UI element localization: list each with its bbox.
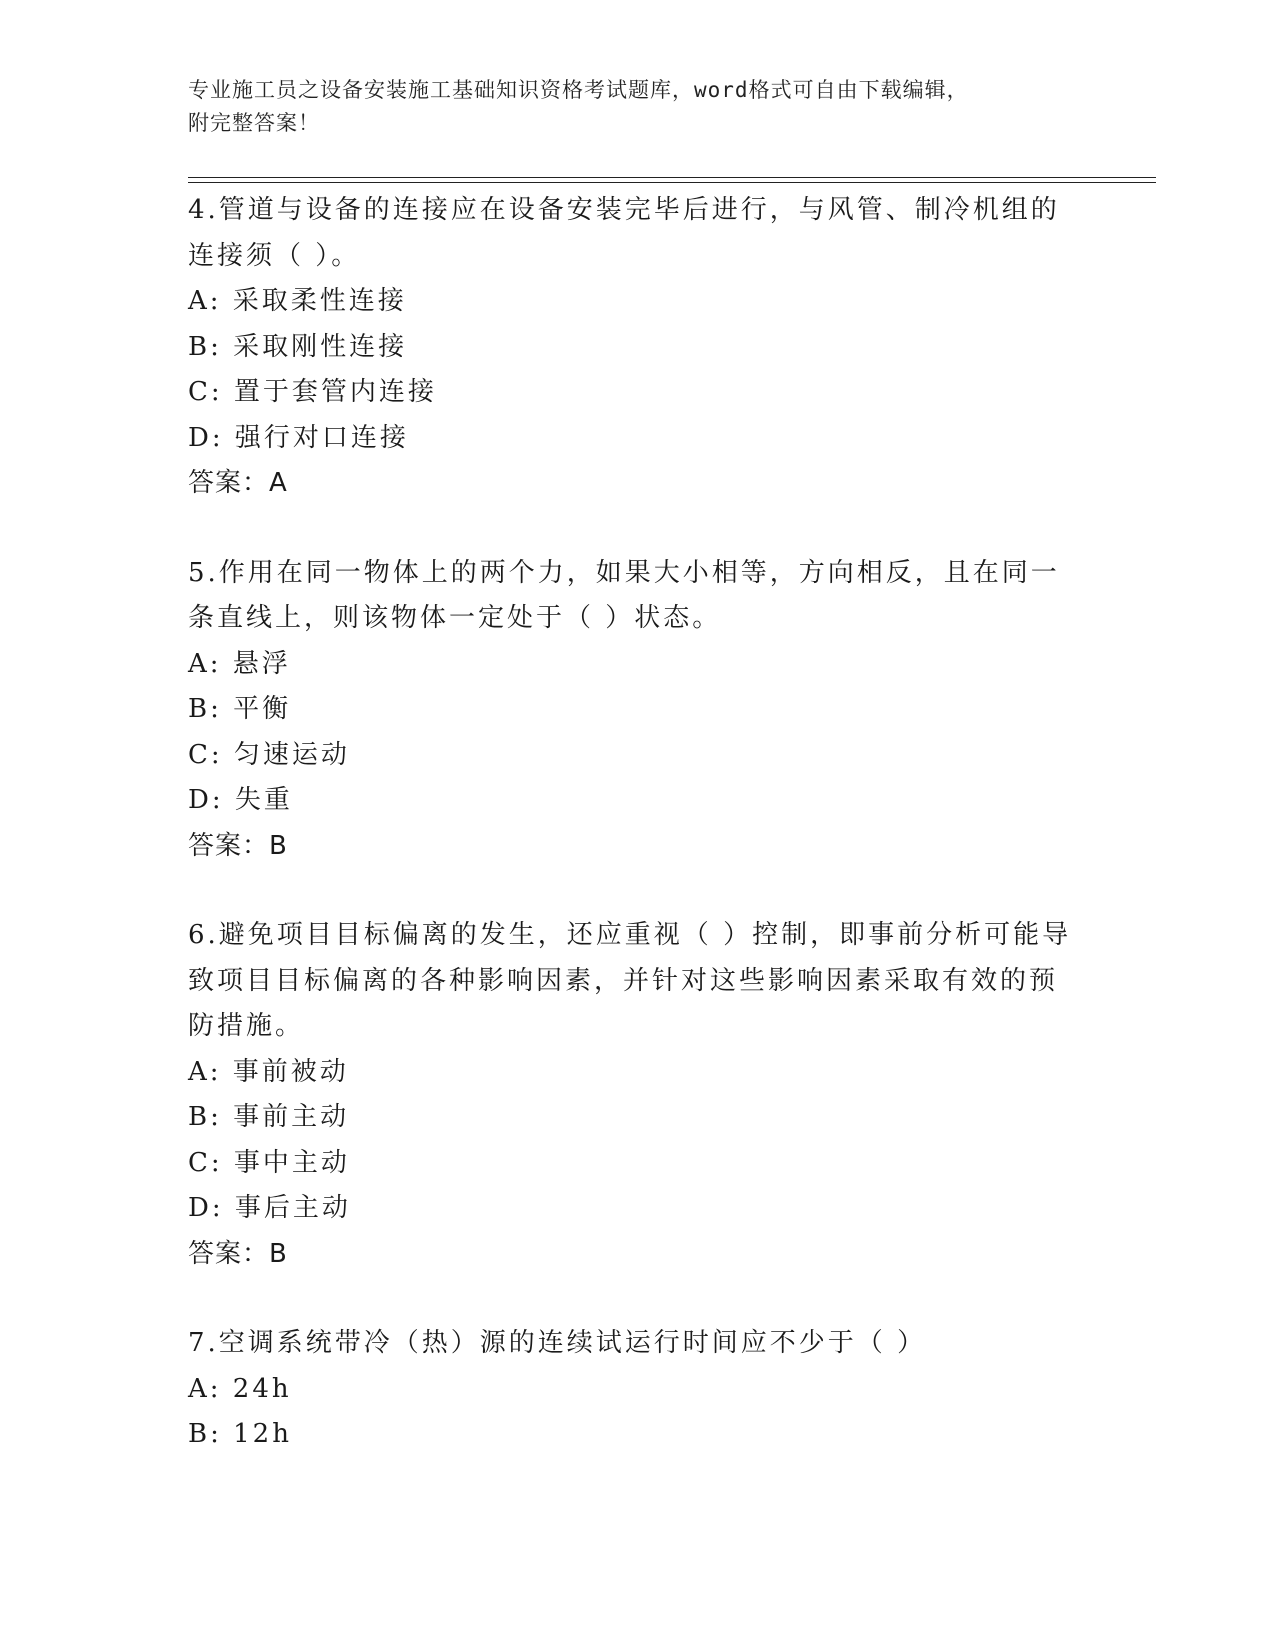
- question-text-line: 条直线上，则该物体一定处于（ ）状态。: [188, 603, 722, 633]
- answer: 答案：A: [188, 468, 288, 498]
- option-b: B: 12h: [188, 1419, 292, 1449]
- option-d: D: 失重: [188, 785, 293, 815]
- question-list: [188, 188, 1088, 1502]
- option-a: A: 事前被动: [188, 1056, 349, 1087]
- option-b: B: 事前主动: [188, 1102, 350, 1132]
- option-b: B: 采取刚性连接: [188, 331, 408, 362]
- question-text-line: 4.管道与设备的连接应在设备安装完毕后进行，与风管、制冷机组的: [188, 195, 1060, 225]
- question-text-line: 致项目目标偏离的各种影响因素，并针对这些影响因素采取有效的预: [188, 965, 1059, 996]
- question-5: [188, 551, 1088, 870]
- answer: 答案：B: [188, 1238, 288, 1269]
- header-line-2: 附完整答案！: [188, 111, 320, 135]
- option-c: C: 匀速运动: [188, 739, 350, 770]
- question-4: [188, 188, 1088, 507]
- option-d: D: 强行对口连接: [188, 422, 409, 453]
- option-c: C: 置于套管内连接: [188, 377, 437, 407]
- question-text-line: 防措施。: [188, 1011, 305, 1041]
- document-header: [188, 74, 1068, 140]
- option-d: D: 事后主动: [188, 1193, 351, 1223]
- header-line-1: 专业施工员之设备安装施工基础知识资格考试题库，word格式可自由下载编辑，: [188, 78, 969, 102]
- question-text-line: 连接须（ ）。: [188, 240, 361, 271]
- question-7: [188, 1321, 1088, 1458]
- option-a: A: 24h: [188, 1373, 292, 1404]
- question-text-line: 7.空调系统带冷（热）源的连续试运行时间应不少于（ ）: [188, 1328, 927, 1358]
- option-c: C: 事中主动: [188, 1147, 350, 1178]
- option-a: A: 采取柔性连接: [188, 286, 407, 316]
- question-text-line: 5.作用在同一物体上的两个力，如果大小相等，方向相反，且在同一: [188, 557, 1060, 588]
- option-a: A: 悬浮: [188, 648, 291, 679]
- header-divider-bottom: [188, 182, 1156, 183]
- question-text-line: 6.避免项目目标偏离的发生，还应重视（ ）控制，即事前分析可能导: [188, 920, 1072, 950]
- option-b: B: 平衡: [188, 694, 292, 724]
- header-divider-top: [188, 177, 1156, 178]
- answer: 答案：B: [188, 830, 288, 861]
- question-6: [188, 913, 1088, 1277]
